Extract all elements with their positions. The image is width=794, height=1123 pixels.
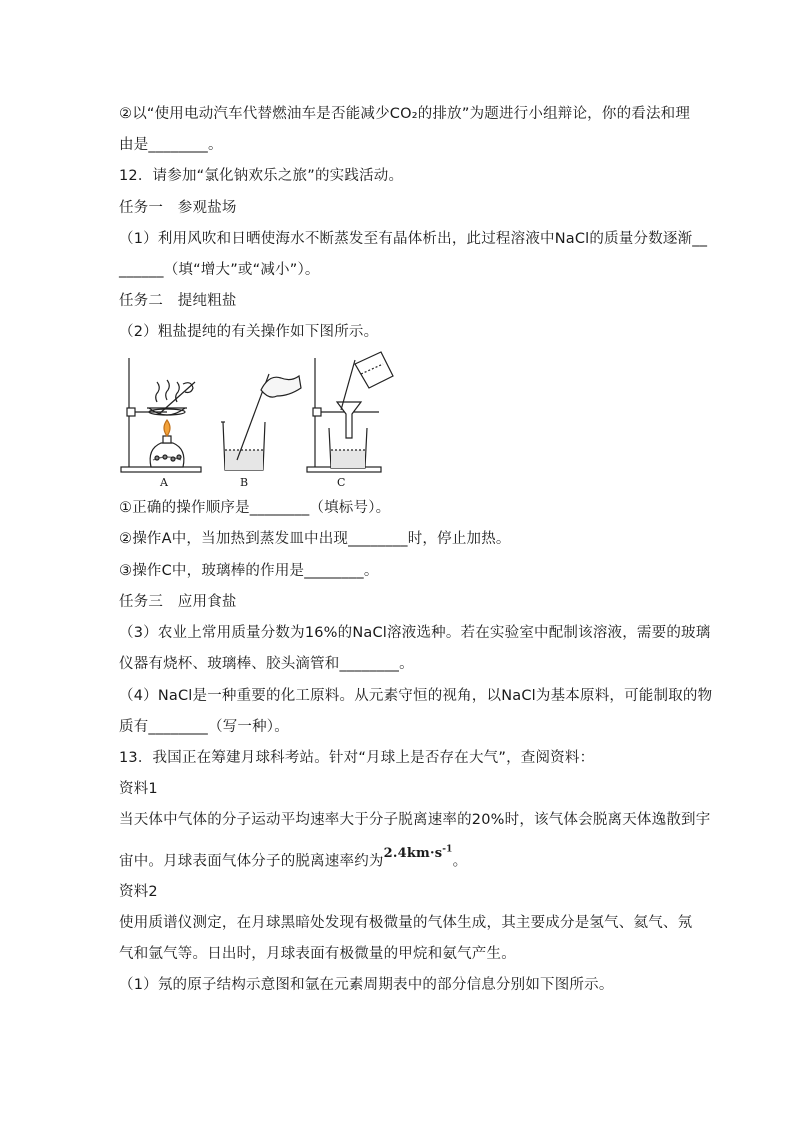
material-2-line1: 使用质谱仪测定，在月球黑暗处发现有极微量的气体生成，其主要成分是氢气、氦气、氖 <box>119 915 693 931</box>
figure-label-c: C <box>337 476 346 489</box>
material-2-heading: 资料2 <box>119 884 158 900</box>
q12-part4-line2: 质有________（写一种）。 <box>119 719 289 735</box>
escape-velocity-formula <box>384 846 453 861</box>
question-12-title: 12．请参加“氯化钠欢乐之旅”的实践活动。 <box>119 168 404 184</box>
q12-part2-sub3: ③操作C中，玻璃棒的作用是________。 <box>119 563 379 579</box>
question-11-2-line2: 由是________。 <box>119 137 223 153</box>
task-1-heading: 任务一 参观盐场 <box>119 200 237 216</box>
q12-part4-line1: （4）NaCl是一种重要的化工原料。从元素守恒的视角，以NaCl为基本原料，可能制取的物 <box>119 688 713 704</box>
formula-exponent: -1 <box>442 845 453 855</box>
material-1-line2 <box>119 845 679 872</box>
q12-part3-line1: （3）农业上常用质量分数为16%的NaCl溶液选种。若在实验室中配制该溶液，需要的玻璃 <box>119 625 711 641</box>
material-1-heading: 资料1 <box>119 781 158 797</box>
lab-apparatus-figure <box>119 350 399 490</box>
task-3-heading: 任务三 应用食盐 <box>119 594 237 610</box>
q12-part2-sub2: ②操作A中，当加热到蒸发皿中出现________时，停止加热。 <box>119 531 511 547</box>
q12-part2-intro: （2）粗盐提纯的有关操作如下图所示。 <box>119 324 379 340</box>
question-11-2-line1: ②以“使用电动汽车代替燃油车是否能减少CO₂的排放”为题进行小组辩论，你的看法和理 <box>119 106 691 122</box>
figure-label-a: A <box>160 476 168 489</box>
q12-part1-line1: （1）利用风吹和日晒使海水不断蒸发至有晶体析出，此过程溶液中NaCl的质量分数逐渐__ <box>119 231 708 247</box>
task-2-heading: 任务二 提纯粗盐 <box>119 293 237 309</box>
material-1-line2-text: 宙中。月球表面气体分子的脱离速率约为 <box>119 853 384 870</box>
material-2-line2: 气和氩气等。日出时，月球表面有极微量的甲烷和氨气产生。 <box>119 946 516 962</box>
formula-tail: 。 <box>452 853 468 870</box>
q12-part2-sub1: ①正确的操作顺序是________（填标号）。 <box>119 500 391 516</box>
question-13-title: 13．我国正在筹建月球科考站。针对“月球上是否存在大气”，查阅资料： <box>119 750 595 766</box>
apparatus-drawing <box>119 350 399 490</box>
q12-part1-line2: ______（填“增大”或“减小”）。 <box>119 262 320 278</box>
q13-part1-line: （1）氖的原子结构示意图和氩在元素周期表中的部分信息分别如下图所示。 <box>119 977 614 993</box>
q12-part3-line2: 仪器有烧杯、玻璃棒、胶头滴管和________。 <box>119 656 414 672</box>
figure-label-b: B <box>240 476 249 489</box>
formula-value: 2.4km·s <box>383 846 443 862</box>
material-1-line1: 当天体中气体的分子运动平均速率大于分子脱离速率的20%时，该气体会脱离天体逸散到宇 <box>119 812 711 828</box>
